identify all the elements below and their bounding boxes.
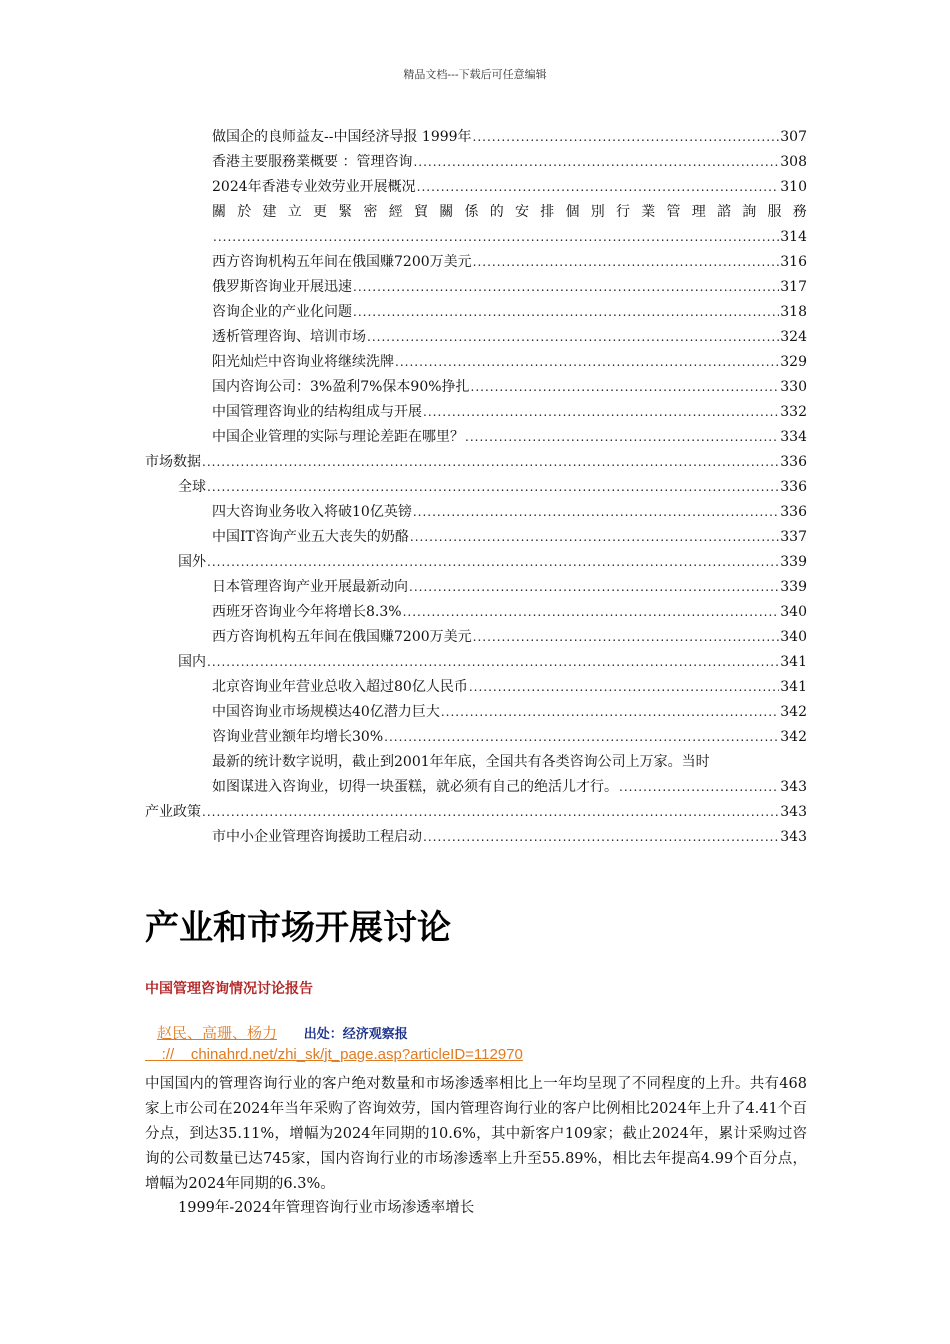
toc-title-char: 排 — [540, 204, 555, 220]
toc-entry-title: 中国管理咨询业的结构组成与开展 — [212, 404, 422, 420]
toc-page-number: 343 — [780, 804, 807, 820]
toc-page-number: 324 — [780, 329, 807, 345]
toc-title-char: 關 — [439, 204, 454, 220]
toc-leader-dots — [423, 400, 779, 425]
toc-entry[interactable] — [145, 700, 807, 725]
toc-page-number: 339 — [780, 554, 807, 570]
toc-page-number: 340 — [780, 604, 807, 620]
toc-page-number: 332 — [780, 404, 807, 420]
toc-page-number: 334 — [780, 429, 807, 445]
toc-wrapped-entry-2[interactable] — [145, 750, 807, 800]
toc-leader-dots — [213, 225, 779, 250]
toc-leader-dots — [207, 650, 779, 675]
toc-page-number: 336 — [780, 454, 807, 470]
section-heading: 产业和市场开展讨论 — [145, 908, 451, 948]
toc-entry-title: 市场数据 — [145, 454, 201, 470]
toc-page-number: 314 — [780, 229, 807, 245]
toc-entry[interactable] — [145, 725, 807, 750]
toc-page-number: 317 — [780, 279, 807, 295]
toc-entry-title: 咨询业营业额年均增长30% — [212, 729, 384, 745]
toc-entry-title: 香港主要服務業概要 ：管理咨询 — [212, 154, 413, 170]
toc-entry[interactable] — [145, 825, 807, 850]
toc-entry[interactable] — [145, 625, 807, 650]
toc-entry-title: 日本管理咨询产业开展最新动向 — [212, 579, 408, 595]
toc-entry-title: 咨询企业的产业化问题 — [212, 304, 352, 320]
toc-leader-dots — [473, 125, 780, 150]
toc-page-number: 316 — [780, 254, 807, 270]
toc-title-char: 係 — [464, 204, 479, 220]
toc-entry-title: 全球 — [178, 479, 206, 495]
toc-page-number: 336 — [780, 479, 807, 495]
toc-entry-title-line2: 如图谋进入咨询业，切得一块蛋糕，就必须有自己的绝活儿才行。 — [212, 779, 618, 795]
toc-entry-title: 国外 — [178, 554, 206, 570]
toc-page-number: 307 — [780, 129, 807, 145]
toc-leader-dots — [423, 825, 779, 850]
toc-title-char: 詢 — [742, 204, 757, 220]
toc-entry[interactable] — [145, 650, 807, 675]
toc-leader-dots — [207, 475, 779, 500]
toc-leader-dots — [409, 575, 779, 600]
toc-leader-dots — [413, 150, 779, 175]
toc-leader-dots — [207, 550, 779, 575]
toc-entry[interactable] — [145, 800, 807, 825]
toc-entry-title: 中国咨询业市场规模达40亿潜力巨大 — [212, 704, 440, 720]
toc-title-char: 行 — [616, 204, 630, 220]
header-note: 精品文档---下载后可任意编辑 — [403, 68, 547, 81]
toc-entry[interactable] — [145, 375, 807, 400]
article-url-link[interactable]: :// chinahrd.net/zhi_sk/jt_page.asp?articleID=112970 — [145, 1046, 523, 1063]
toc-entry-title: 中国企业管理的实际与理论差距在哪里？ — [212, 429, 464, 445]
toc-wrapped-entry-1[interactable] — [145, 200, 807, 250]
figure-caption: 1999年-2024年管理咨询行业市场渗透率增长 — [178, 1200, 475, 1216]
toc-page-number: 336 — [780, 504, 807, 520]
toc-title-char: 諮 — [717, 204, 731, 220]
toc-title-char: 立 — [287, 204, 302, 220]
toc-entry[interactable] — [145, 600, 807, 625]
toc-page-number: 337 — [780, 529, 807, 545]
toc-entry-title-line1: 最新的统计数字说明，截止到2001年年底，全国共有各类咨询公司上万家。当时 — [212, 754, 710, 770]
toc-entry[interactable] — [145, 125, 807, 150]
toc-entry[interactable] — [145, 175, 807, 200]
toc-title-char: 務 — [792, 204, 807, 220]
toc-entry[interactable] — [145, 425, 807, 450]
toc-page-number: 310 — [780, 179, 807, 195]
source-label: 出处：经济观察报 — [303, 1027, 408, 1042]
toc-title-char: 理 — [691, 204, 706, 220]
toc-entry[interactable] — [145, 400, 807, 425]
toc-page-number: 342 — [780, 729, 807, 745]
toc-leader-dots — [417, 175, 780, 200]
toc-leader-dots — [403, 600, 780, 625]
toc-entry-title: 西班牙咨询业今年将增长8.3% — [212, 604, 402, 620]
toc-page-number: 343 — [780, 829, 807, 845]
toc-title-char: 貿 — [414, 204, 428, 220]
toc-title-char: 的 — [489, 204, 504, 220]
toc-entry-title: 西方咨询机构五年间在俄国赚7200万美元 — [212, 254, 472, 270]
toc-entry-title: 国内 — [178, 654, 206, 670]
toc-entry[interactable] — [145, 675, 807, 700]
toc-title-char: 關 — [212, 204, 226, 220]
toc-leader-dots — [202, 450, 779, 475]
toc-leader-dots — [465, 425, 779, 450]
toc-title-char: 管 — [666, 204, 681, 220]
toc-leader-dots — [469, 675, 779, 700]
toc-title-char: 建 — [262, 204, 277, 220]
toc-leader-dots — [202, 800, 779, 825]
toc-title-char: 更 — [313, 204, 327, 220]
toc-title-char: 於 — [237, 204, 252, 220]
toc-title-char: 服 — [767, 204, 782, 220]
toc-entry[interactable] — [145, 500, 807, 525]
toc-leader-dots — [353, 275, 779, 300]
toc-entry-title: 中国IT咨询产业五大丧失的奶酪 — [212, 529, 409, 545]
toc-leader-dots — [410, 525, 779, 550]
toc-leader-dots — [441, 700, 779, 725]
toc-leader-dots — [413, 500, 779, 525]
toc-leader-dots — [619, 775, 779, 800]
byline — [157, 1022, 408, 1043]
toc-entry[interactable] — [145, 450, 807, 475]
toc-entry[interactable] — [145, 350, 807, 375]
toc-entry-title: 国内咨询公司：3%盈利7%保本90%挣扎 — [212, 379, 470, 395]
toc-page-number: 329 — [780, 354, 807, 370]
toc-entry-title: 市中小企业管理咨询援助工程启动 — [212, 829, 422, 845]
toc-entry[interactable] — [145, 250, 807, 275]
toc-title-char: 別 — [590, 204, 605, 220]
table-of-contents — [145, 125, 807, 850]
toc-leader-dots — [395, 350, 779, 375]
body-paragraph: 中国国内的管理咨询行业的客户绝对数量和市场渗透率相比上一年均呈现了不同程度的上升。共有468家上市公司在2024年当年采购了咨询效劳，国内管理咨询行业的客户比例相比2024年上升了4.41个百分点，到达35.11%，增幅为2024年同期的10.6%，其中新客户109家；截止2024年，累计采购过咨询的公司数量已达745家，国内咨询行业的市场渗透率上升至55.89%，相比去年提高4.99个百分点，增幅为2024年同期的6.3%。 — [145, 1076, 807, 1192]
toc-entry-title: 阳光灿烂中咨询业将继续洗牌 — [212, 354, 394, 370]
toc-page-number: 318 — [780, 304, 807, 320]
toc-page-number: 343 — [780, 779, 807, 795]
toc-title-char: 密 — [363, 204, 378, 220]
toc-entry-title — [212, 200, 807, 225]
toc-page-number: 308 — [780, 154, 807, 170]
toc-leader-dots — [473, 250, 780, 275]
toc-entry[interactable] — [145, 275, 807, 300]
toc-entry-title: 透析管理咨询、培训市场 — [212, 329, 366, 345]
toc-entry[interactable] — [145, 475, 807, 500]
toc-page-number: 341 — [780, 679, 807, 695]
toc-entry-title: 俄罗斯咨询业开展迅速 — [212, 279, 352, 295]
toc-entry-title: 西方咨询机构五年间在俄国赚7200万美元 — [212, 629, 472, 645]
toc-page-number: 330 — [780, 379, 807, 395]
toc-title-char: 經 — [388, 204, 403, 220]
toc-entry-title: 做国企的良师益友--中国经济导报 1999年 — [212, 129, 472, 145]
toc-page-number: 339 — [780, 579, 807, 595]
toc-leader-dots — [473, 625, 780, 650]
toc-leader-dots — [384, 725, 779, 750]
report-title: 中国管理咨询情况讨论报告 — [145, 981, 313, 997]
toc-entry[interactable] — [145, 550, 807, 575]
toc-title-char: 業 — [641, 204, 656, 220]
toc-entry[interactable] — [145, 575, 807, 600]
toc-title-char: 安 — [515, 204, 529, 220]
toc-entry-title: 北京咨询业年营业总收入超过80亿人民币 — [212, 679, 468, 695]
authors-link[interactable]: 赵民、高珊、杨力 — [157, 1024, 278, 1042]
toc-leader-dots — [471, 375, 780, 400]
toc-entry-title: 四大咨询业务收入将破10亿英镑 — [212, 504, 412, 520]
toc-leader-dots — [367, 325, 779, 350]
toc-entry[interactable] — [145, 325, 807, 350]
toc-title-char: 個 — [565, 204, 580, 220]
toc-leader-dots — [353, 300, 779, 325]
toc-entry-title: 2024年香港专业效劳业开展概况 — [212, 179, 416, 195]
toc-title-char: 緊 — [338, 204, 353, 220]
toc-page-number: 342 — [780, 704, 807, 720]
toc-entry[interactable] — [145, 300, 807, 325]
toc-page-number: 341 — [780, 654, 807, 670]
toc-entry[interactable] — [145, 150, 807, 175]
toc-page-number: 340 — [780, 629, 807, 645]
toc-entry-title: 产业政策 — [145, 804, 201, 820]
toc-entry[interactable] — [145, 525, 807, 550]
